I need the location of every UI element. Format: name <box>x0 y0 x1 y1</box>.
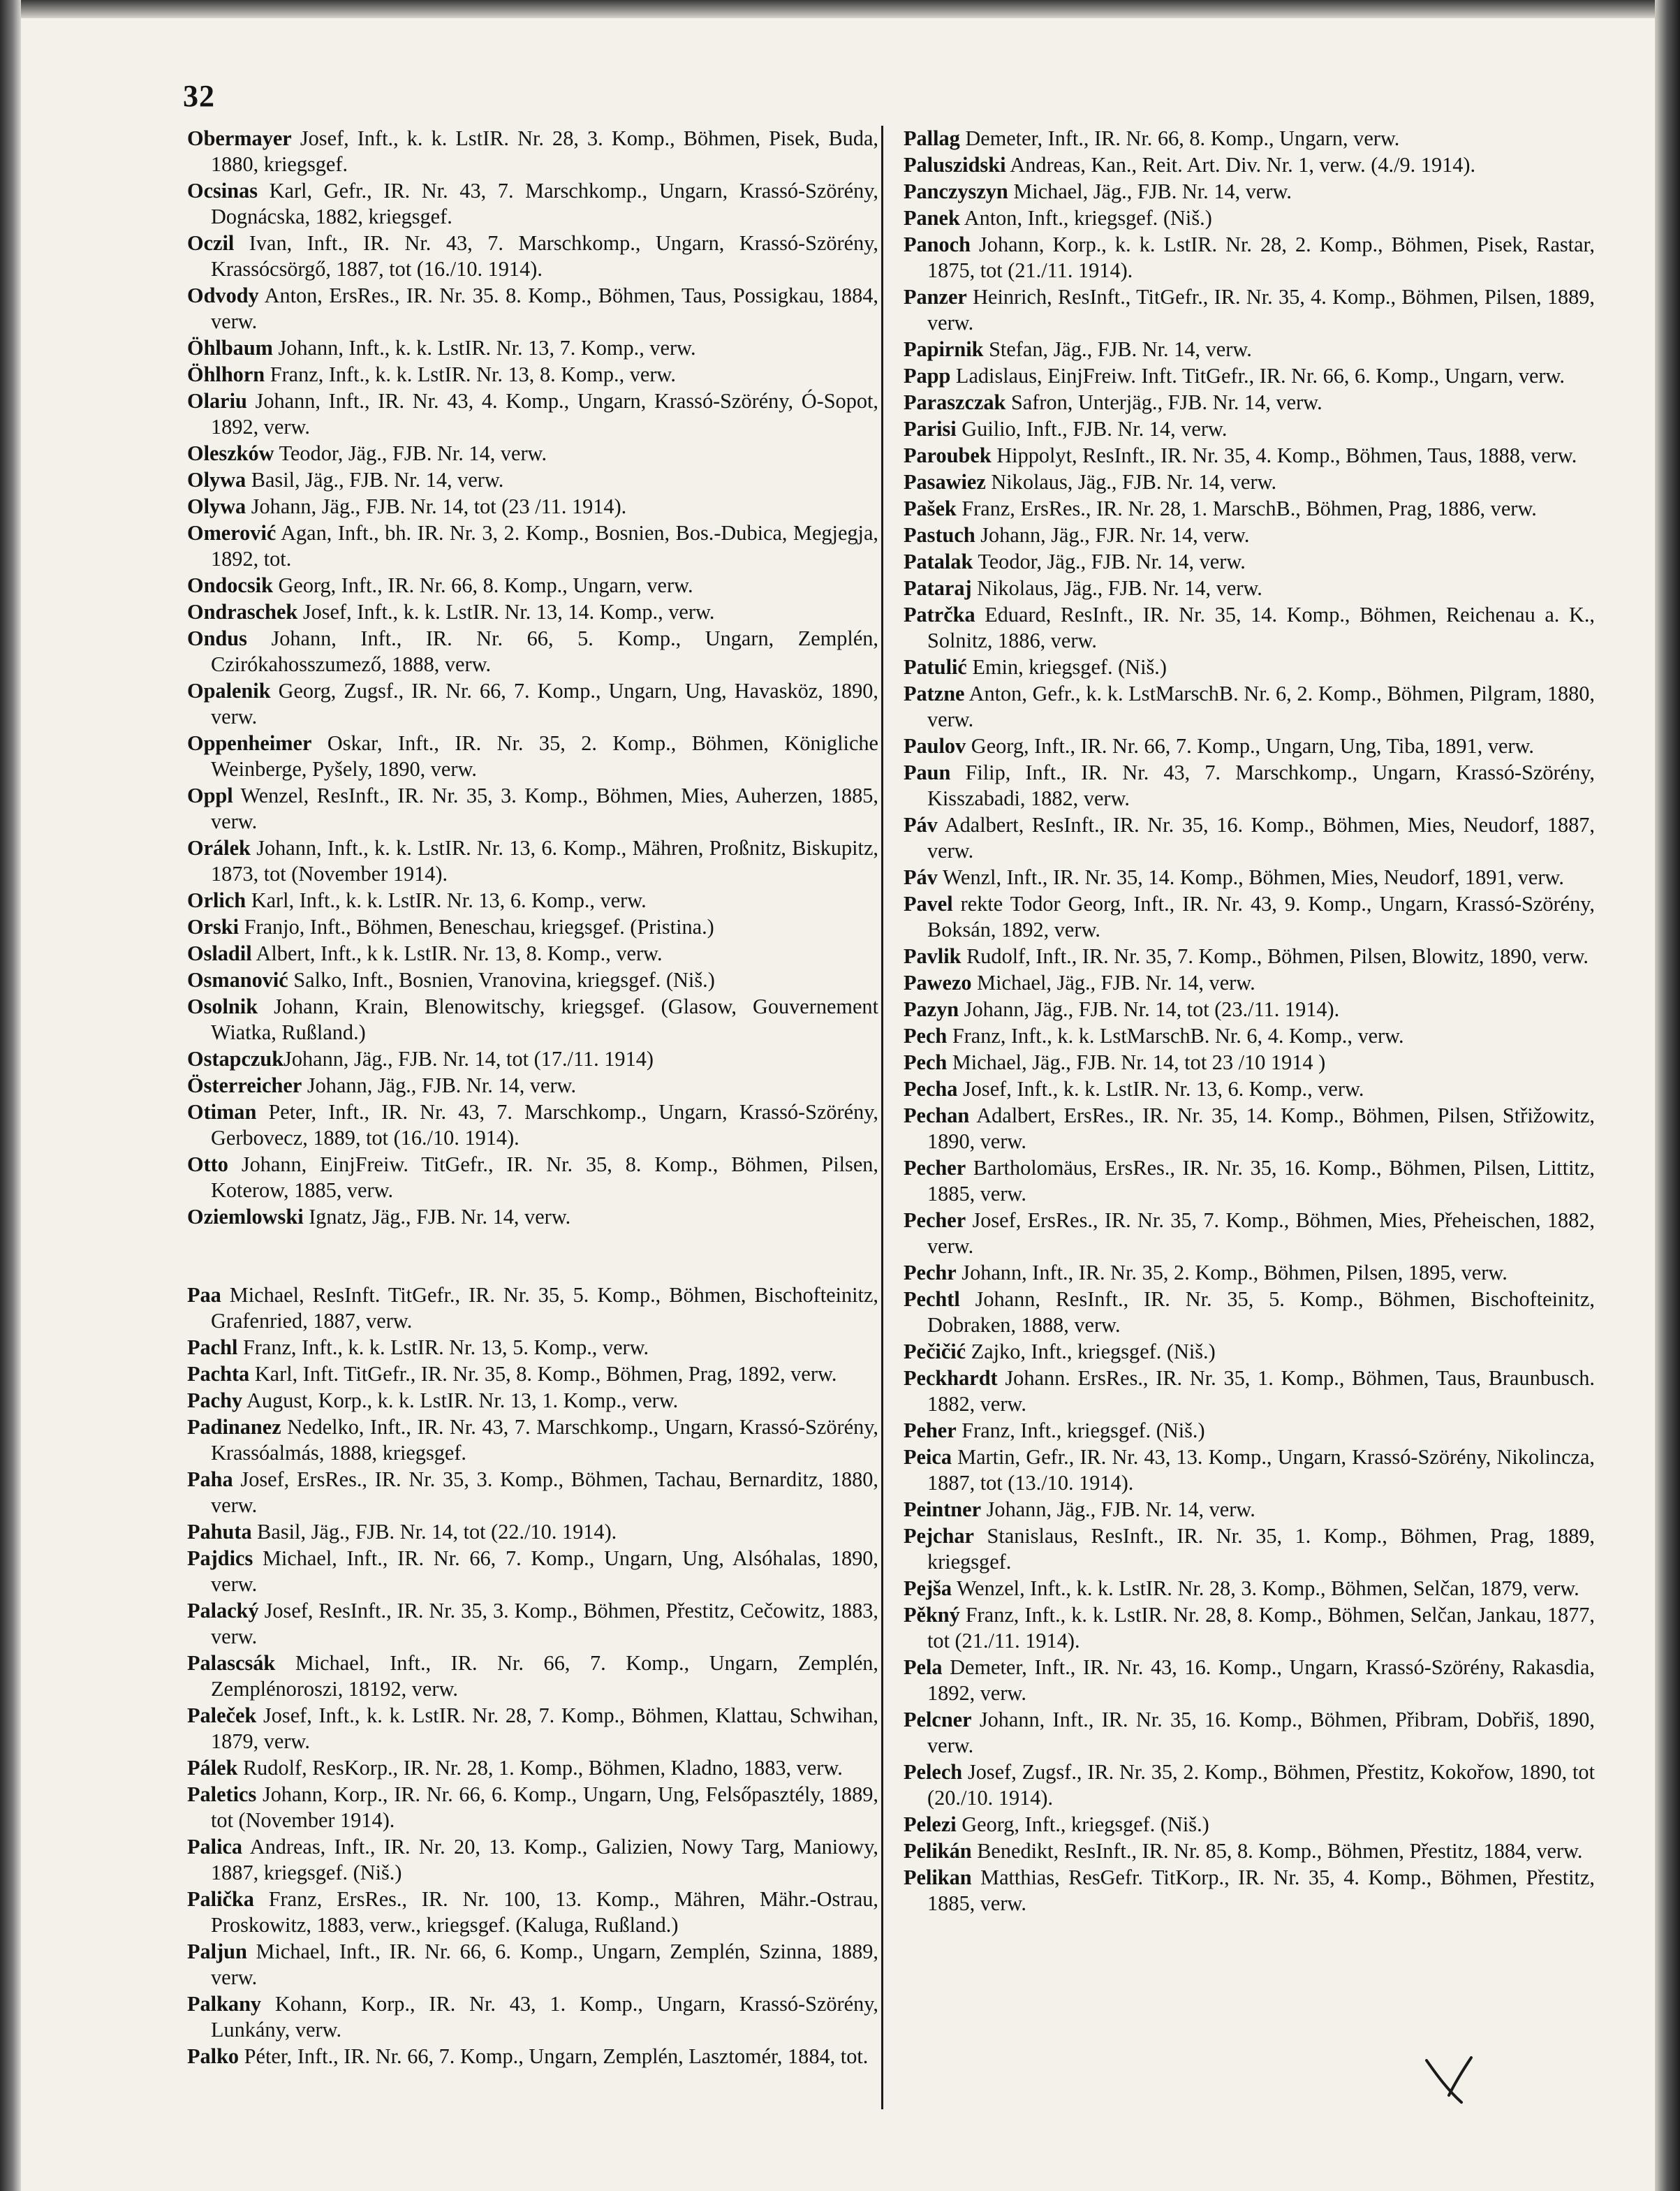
scan-edge-left <box>0 0 21 2191</box>
page-number: 32 <box>183 79 215 113</box>
entry-surname: Pavel <box>904 892 953 916</box>
roster-entry <box>187 441 878 467</box>
entry-surname: Osolnik <box>187 995 258 1018</box>
entry-details: Bartholomäus, ErsRes., IR. Nr. 35, 16. Komp., Böhmen, Pilsen, Littitz, 1885, verw. <box>927 1156 1595 1206</box>
entry-surname: Panoch <box>904 233 971 256</box>
roster-entry <box>904 1155 1595 1207</box>
roster-entry <box>187 1991 878 2043</box>
entry-surname: Pajdics <box>187 1546 253 1570</box>
roster-entry <box>904 390 1595 416</box>
entry-surname: Palica <box>187 1835 243 1859</box>
roster-entry <box>187 1834 878 1886</box>
roster-entry <box>904 1523 1595 1575</box>
entry-surname: Paraszczak <box>904 390 1006 414</box>
entry-surname: Oppl <box>187 784 233 807</box>
entry-surname: Pečičić <box>904 1340 966 1363</box>
roster-entry <box>904 1602 1595 1654</box>
roster-entry <box>904 443 1595 469</box>
entry-details: Matthias, ResGefr. TitKorp., IR. Nr. 35, 4. Komp., Böhmen, Přestitz, 1885, verw. <box>927 1866 1595 1915</box>
roster-entry <box>904 1260 1595 1286</box>
roster-entry <box>904 681 1595 733</box>
roster-entry <box>904 1076 1595 1102</box>
entry-surname: Palička <box>187 1887 254 1911</box>
roster-entry <box>904 126 1595 152</box>
roster-entry <box>904 1812 1595 1838</box>
entry-details: Anton, Inft., kriegsgef. (Niš.) <box>959 206 1212 230</box>
roster-entry <box>904 812 1595 864</box>
entry-details: Michael, Jäg., FJB. Nr. 14, verw. <box>971 971 1255 995</box>
roster-entry <box>187 1388 878 1414</box>
roster-entry <box>904 469 1595 495</box>
roster-entry <box>904 284 1595 336</box>
entry-surname: Paljun <box>187 1940 247 1963</box>
entry-details: Johann, Jäg., FJB. Nr. 14, tot (23 /11. 1914). <box>246 494 627 518</box>
entry-details: Filip, Inft., IR. Nr. 43, 7. Marschkomp., Ungarn, Krassó-Szörény, Kisszabadi, 1882, verw. <box>927 761 1595 810</box>
entry-details: Johann, Korp., k. k. LstIR. Nr. 28, 2. Komp., Böhmen, Pisek, Rastar, 1875, tot (21./11. 1914). <box>927 233 1595 282</box>
entry-details: Josef, Inft., k. k. LstIR. Nr. 28, 7. Komp., Böhmen, Klattau, Schwihan, 1879, verw. <box>211 1703 878 1753</box>
entry-surname: Patrčka <box>904 603 975 626</box>
roster-entry <box>904 1023 1595 1049</box>
roster-entry <box>187 230 878 282</box>
roster-entry <box>904 970 1595 996</box>
roster-entry <box>187 178 878 230</box>
entry-surname: Opalenik <box>187 679 271 703</box>
entry-details: Josef, ErsRes., IR. Nr. 35, 7. Komp., Böhmen, Mies, Přeheischen, 1882, verw. <box>927 1208 1595 1258</box>
entry-details: Johann, ResInft., IR. Nr. 35, 5. Komp., Böhmen, Bischofteinitz, Dobraken, 1888, verw. <box>927 1287 1595 1337</box>
roster-entry <box>187 126 878 177</box>
roster-entry <box>187 783 878 835</box>
roster-entry <box>904 760 1595 812</box>
roster-entry <box>904 1865 1595 1917</box>
entry-details: Johann, Jäg., FJB. Nr. 14, verw. <box>981 1497 1255 1521</box>
roster-entry <box>904 205 1595 231</box>
entry-surname: Palkany <box>187 1992 262 2016</box>
entry-details: Johann, Inft., IR. Nr. 35, 16. Komp., Böhmen, Přibram, Dobřiš, 1890, verw. <box>927 1708 1595 1757</box>
roster-entry <box>187 835 878 887</box>
roster-entry <box>187 967 878 993</box>
column-divider <box>881 126 883 2109</box>
roster-entry <box>187 1939 878 1991</box>
entry-details: Nikolaus, Jäg., FJB. Nr. 14, verw. <box>985 470 1277 494</box>
entry-surname: Pelcner <box>904 1708 972 1731</box>
entry-surname: Orálek <box>187 836 251 860</box>
entry-surname: Paroubek <box>904 444 992 467</box>
roster-entry <box>187 1046 878 1072</box>
section-p-list <box>187 1282 878 2069</box>
entry-surname: Ondocsik <box>187 573 273 597</box>
handwritten-check-mark <box>1421 2053 1477 2106</box>
entry-details: Andreas, Kan., Reit. Art. Div. Nr. 1, verw. (4./9. 1914). <box>1005 153 1476 177</box>
roster-entry <box>187 626 878 677</box>
entry-details: Hippolyt, ResInft., IR. Nr. 35, 4. Komp., Böhmen, Taus, 1888, verw. <box>991 444 1577 467</box>
entry-surname: Pejchar <box>904 1524 974 1548</box>
entry-details: Franz, ErsRes., IR. Nr. 28, 1. MarschB., Böhmen, Prag, 1886, verw. <box>956 497 1537 520</box>
entry-details: Stefan, Jäg., FJB. Nr. 14, verw. <box>983 337 1252 361</box>
entry-details: Ladislaus, EinjFreiw. Inft. TitGefr., IR. Nr. 66, 6. Komp., Ungarn, verw. <box>950 364 1565 388</box>
entry-surname: Pech <box>904 1050 948 1074</box>
entry-surname: Pallag <box>904 126 960 150</box>
entry-surname: Pahuta <box>187 1520 252 1544</box>
roster-entry <box>904 733 1595 759</box>
roster-entry <box>904 1365 1595 1417</box>
entry-details: Rudolf, Inft., IR. Nr. 35, 7. Komp., Böhmen, Pilsen, Blowitz, 1890, verw. <box>961 944 1589 968</box>
entry-details: Josef, Inft., k. k. LstIR. Nr. 13, 6. Komp., verw. <box>957 1077 1364 1101</box>
roster-entry <box>904 232 1595 284</box>
entry-details: Karl, Inft., k. k. LstIR. Nr. 13, 6. Komp., verw. <box>246 888 647 912</box>
entry-details: Guilio, Inft., FJB. Nr. 14, verw. <box>956 417 1228 441</box>
entry-details: Franz, Inft., k. k. LstIR. Nr. 13, 8. Komp., verw. <box>265 362 676 386</box>
entry-details: Franz, ErsRes., IR. Nr. 100, 13. Komp., Mähren, Mähr.-Ostrau, Proskowitz, 1883, verw., kriegsgef. (Kaluga, Rußland.) <box>211 1887 878 1937</box>
entry-details: Franz, Inft., kriegsgef. (Niš.) <box>956 1419 1205 1442</box>
entry-details: Basil, Jäg., FJB. Nr. 14, tot (22./10. 1914). <box>251 1520 617 1544</box>
right-entry-list <box>904 126 1595 1917</box>
roster-entry <box>187 1282 878 1334</box>
entry-details: Georg, Inft., IR. Nr. 66, 7. Komp., Ungarn, Ung, Tiba, 1891, verw. <box>966 734 1534 758</box>
entry-details: Michael, Jäg., FJB. Nr. 14, tot 23 /10 1914 ) <box>947 1050 1326 1074</box>
roster-entry <box>187 1099 878 1151</box>
entry-surname: Palacký <box>187 1599 259 1622</box>
entry-details: Emin, kriegsgef. (Niš.) <box>966 655 1167 679</box>
entry-details: Josef, Inft., k. k. LstIR. Nr. 13, 14. Komp., verw. <box>297 600 715 624</box>
entry-details: Franz, Inft., k. k. LstIR. Nr. 13, 5. Komp., verw. <box>237 1335 649 1359</box>
entry-surname: Peher <box>904 1419 957 1442</box>
entry-details: Josef, ErsRes., IR. Nr. 35, 3. Komp., Böhmen, Tachau, Bernarditz, 1880, verw. <box>211 1467 878 1517</box>
roster-entry <box>187 362 878 388</box>
roster-entry <box>187 1755 878 1781</box>
entry-surname: Oziemlowski <box>187 1205 304 1229</box>
entry-surname: Pachta <box>187 1362 250 1386</box>
entry-surname: Paa <box>187 1283 221 1307</box>
entry-surname: Pechtl <box>904 1287 960 1311</box>
entry-details: Georg, Inft., kriegsgef. (Niš.) <box>956 1812 1209 1836</box>
entry-details: Adalbert, ResInft., IR. Nr. 35, 16. Komp., Böhmen, Mies, Neudorf, 1887, verw. <box>927 813 1595 863</box>
entry-surname: Pecha <box>904 1077 958 1101</box>
entry-details: Johann. ErsRes., IR. Nr. 35, 1. Komp., Böhmen, Taus, Braunbusch. 1882, verw. <box>927 1366 1595 1416</box>
entry-surname: Pelikán <box>904 1839 972 1863</box>
entry-surname: Parisi <box>904 417 957 441</box>
entry-surname: Orski <box>187 915 240 939</box>
entry-details: Teodor, Jäg., FJB. Nr. 14, verw. <box>274 441 547 465</box>
entry-details: Johann, Inft., IR. Nr. 66, 5. Komp., Ungarn, Zemplén, Czirókahosszumező, 1888, verw. <box>211 626 878 676</box>
roster-entry <box>904 1339 1595 1365</box>
entry-surname: Osmanović <box>187 968 288 992</box>
entry-surname: Pechr <box>904 1261 957 1284</box>
entry-details: Teodor, Jäg., FJB. Nr. 14, verw. <box>973 550 1246 573</box>
entry-details: August, Korp., k. k. LstIR. Nr. 13, 1. Komp., verw. <box>242 1388 679 1412</box>
entry-surname: Paletics <box>187 1782 257 1806</box>
entry-details: Albert, Inft., k k. LstIR. Nr. 13, 8. Komp., verw. <box>251 941 663 965</box>
entry-surname: Omerović <box>187 521 277 545</box>
entry-surname: Oppenheimer <box>187 731 312 755</box>
entry-details: Josef, Inft., k. k. LstIR. Nr. 28, 3. Komp., Böhmen, Pisek, Buda, 1880, kriegsgef. <box>211 126 878 176</box>
roster-entry <box>187 1361 878 1387</box>
entry-details: Anton, ErsRes., IR. Nr. 35. 8. Komp., Böhmen, Taus, Possigkau, 1884, verw. <box>211 284 878 333</box>
roster-entry <box>187 678 878 730</box>
roster-entry <box>904 522 1595 548</box>
roster-entry <box>904 1838 1595 1864</box>
roster-entry <box>904 576 1595 601</box>
roster-entry <box>187 1650 878 1702</box>
entry-surname: Osladil <box>187 941 252 965</box>
entry-details: Anton, Gefr., k. k. LstMarschB. Nr. 6, 2. Komp., Böhmen, Pilgram, 1880, verw. <box>927 682 1595 731</box>
roster-entry <box>904 1418 1595 1444</box>
entry-surname: Palascsák <box>187 1651 276 1675</box>
entry-surname: Patzne <box>904 682 965 705</box>
entry-details: Safron, Unterjäg., FJB. Nr. 14, verw. <box>1005 390 1322 414</box>
entry-details: Michael, Inft., IR. Nr. 66, 7. Komp., Ungarn, Ung, Alsóhalas, 1890, verw. <box>211 1546 878 1596</box>
entry-details: Johann, Inft., k. k. LstIR. Nr. 13, 7. Komp., verw. <box>272 336 696 360</box>
entry-details: Michael, ResInft. TitGefr., IR. Nr. 35, 5. Komp., Böhmen, Bischofteinitz, Grafenried, 1887, verw. <box>211 1283 878 1333</box>
entry-surname: Öhlbaum <box>187 336 273 360</box>
roster-entry <box>904 1707 1595 1759</box>
entry-details: Franz, Inft., k. k. LstIR. Nr. 28, 8. Komp., Böhmen, Selčan, Jankau, 1877, tot (21./11. 1914). <box>927 1603 1595 1653</box>
roster-entry <box>904 363 1595 389</box>
roster-entry <box>187 731 878 782</box>
entry-surname: Panczyszyn <box>904 179 1008 203</box>
entry-details: Ignatz, Jäg., FJB. Nr. 14, verw. <box>303 1205 571 1229</box>
entry-details: Salko, Inft., Bosnien, Vranovina, kriegsgef. (Niš.) <box>288 968 715 992</box>
roster-entry <box>904 496 1595 522</box>
entry-surname: Österreicher <box>187 1073 302 1097</box>
entry-surname: Panek <box>904 206 960 230</box>
entry-details: Johann, Inft., IR. Nr. 43, 4. Komp., Ungarn, Krassó-Szörény, Ó-Sopot, 1892, verw. <box>211 389 878 439</box>
entry-surname: Patulić <box>904 655 967 679</box>
entry-surname: Pejša <box>904 1576 952 1600</box>
roster-entry <box>904 891 1595 943</box>
roster-entry <box>187 1886 878 1938</box>
roster-entry <box>187 467 878 493</box>
entry-details: Josef, ResInft., IR. Nr. 35, 3. Komp., Böhmen, Přestitz, Cečowitz, 1883, verw. <box>211 1599 878 1648</box>
entry-surname: Pelikan <box>904 1866 972 1889</box>
roster-entry <box>904 549 1595 575</box>
entry-surname: Pech <box>904 1024 948 1048</box>
entry-details: Johann, Jäg., FJB. Nr. 14, tot (17./11. 1914) <box>283 1047 654 1071</box>
left-column <box>187 126 878 2070</box>
entry-details: Wenzel, Inft., k. k. LstIR. Nr. 28, 3. Komp., Böhmen, Selčan, 1879, verw. <box>951 1576 1579 1600</box>
entry-details: Andreas, Inft., IR. Nr. 20, 13. Komp., Galizien, Nowy Targ, Maniowy, 1887, kriegsgef. (Niš.) <box>211 1835 878 1884</box>
scan-edge-right <box>1655 0 1680 2191</box>
roster-entry <box>187 1335 878 1361</box>
entry-details: Martin, Gefr., IR. Nr. 43, 13. Komp., Ungarn, Krassó-Szörény, Nikolincza, 1887, tot (13./10. 1914). <box>927 1445 1595 1495</box>
entry-surname: Ondus <box>187 626 247 650</box>
entry-surname: Paun <box>904 761 951 784</box>
entry-surname: Papirnik <box>904 337 984 361</box>
roster-entry <box>904 997 1595 1023</box>
entry-details: Johann, Jäg., FJB. Nr. 14, tot (23./11. 1914). <box>959 997 1340 1021</box>
entry-surname: Pawezo <box>904 971 972 995</box>
entry-surname: Otiman <box>187 1100 257 1124</box>
entry-surname: Patalak <box>904 550 973 573</box>
roster-entry <box>187 1467 878 1518</box>
entry-details: Karl, Inft. TitGefr., IR. Nr. 35, 8. Komp., Böhmen, Prag, 1892, verw. <box>249 1362 837 1386</box>
right-column <box>904 126 1595 1917</box>
roster-entry <box>904 152 1595 178</box>
entry-surname: Peica <box>904 1445 952 1469</box>
roster-entry <box>904 944 1595 969</box>
entry-details: Agan, Inft., bh. IR. Nr. 3, 2. Komp., Bosnien, Bos.-Dubica, Megjegja, 1892, tot. <box>211 521 878 571</box>
entry-surname: Pazyn <box>904 997 959 1021</box>
entry-surname: Orlich <box>187 888 246 912</box>
roster-entry <box>904 1497 1595 1523</box>
entry-surname: Olywa <box>187 468 246 492</box>
section-spacer <box>187 1231 878 1282</box>
roster-entry <box>187 1703 878 1754</box>
entry-details: Nedelko, Inft., IR. Nr. 43, 7. Marschkomp., Ungarn, Krassó-Szörény, Krassóalmás, 1888, kriegsgef. <box>211 1415 878 1465</box>
entry-details: Ivan, Inft., IR. Nr. 43, 7. Marschkomp., Ungarn, Krassó-Szörény, Krassócsörgő, 1887, tot (16./10. 1914). <box>211 231 878 281</box>
entry-surname: Oleszków <box>187 441 274 465</box>
entry-surname: Ondraschek <box>187 600 298 624</box>
entry-surname: Papp <box>904 364 951 388</box>
entry-details: Demeter, Inft., IR. Nr. 66, 8. Komp., Ungarn, verw. <box>959 126 1400 150</box>
entry-surname: Oczil <box>187 231 235 255</box>
roster-entry <box>904 1103 1595 1155</box>
entry-details: Wenzel, ResInft., IR. Nr. 35, 3. Komp., Böhmen, Mies, Auherzen, 1885, verw. <box>211 784 878 833</box>
entry-details: Johann, Jäg., FJR. Nr. 14, verw. <box>975 523 1250 547</box>
roster-entry <box>187 1414 878 1466</box>
roster-entry <box>187 573 878 599</box>
entry-surname: Panzer <box>904 285 967 309</box>
entry-details: Franjo, Inft., Böhmen, Beneschau, kriegsgef. (Pristina.) <box>239 915 714 939</box>
roster-entry <box>904 1050 1595 1076</box>
entry-details: Johann, Krain, Blenowitschy, kriegsgef. (Glasow, Gouvernement Wiatka, Rußland.) <box>211 995 878 1044</box>
entry-details: Wenzl, Inft., IR. Nr. 35, 14. Komp., Böhmen, Mies, Neudorf, 1891, verw. <box>937 865 1564 889</box>
entry-details: Oskar, Inft., IR. Nr. 35, 2. Komp., Böhmen, Königliche Weinberge, Pyšely, 1890, verw. <box>211 731 878 781</box>
section-o-list <box>187 126 878 1230</box>
roster-entry <box>904 1576 1595 1602</box>
entry-details: Karl, Gefr., IR. Nr. 43, 7. Marschkomp., Ungarn, Krassó-Szörény, Dognácska, 1882, kriegsgef. <box>211 179 878 228</box>
entry-surname: Ocsinas <box>187 179 258 203</box>
entry-details: Basil, Jäg., FJB. Nr. 14, verw. <box>246 468 504 492</box>
entry-details: Stanislaus, ResInft., IR. Nr. 35, 1. Komp., Böhmen, Prag, 1889, kriegsgef. <box>927 1524 1595 1574</box>
entry-details: Nikolaus, Jäg., FJB. Nr. 14, verw. <box>971 576 1262 600</box>
entry-surname: Olariu <box>187 389 247 413</box>
entry-details: rekte Todor Georg, Inft., IR. Nr. 43, 9. Komp., Ungarn, Krassó-Szörény, Boksán, 1892, verw. <box>927 892 1595 941</box>
roster-entry <box>187 1546 878 1597</box>
entry-surname: Pastuch <box>904 523 975 547</box>
entry-details: Michael, Inft., IR. Nr. 66, 7. Komp., Ungarn, Zemplén, Zemplénoroszi, 18192, verw. <box>211 1651 878 1701</box>
entry-surname: Palko <box>187 2044 240 2068</box>
entry-surname: Paha <box>187 1467 233 1491</box>
entry-surname: Páv <box>904 865 938 889</box>
roster-entry <box>187 494 878 520</box>
entry-details: Eduard, ResInft., IR. Nr. 35, 14. Komp., Böhmen, Reichenau a. K., Solnitz, 1886, verw. <box>927 603 1595 652</box>
entry-surname: Pašek <box>904 497 957 520</box>
entry-details: Johann, EinjFreiw. TitGefr., IR. Nr. 35, 8. Komp., Böhmen, Pilsen, Koterow, 1885, verw. <box>211 1152 878 1202</box>
entry-details: Rudolf, ResKorp., IR. Nr. 28, 1. Komp., Böhmen, Kladno, 1883, verw. <box>237 1756 843 1780</box>
roster-entry <box>187 1782 878 1833</box>
entry-details: Heinrich, ResInft., TitGefr., IR. Nr. 35, 4. Komp., Böhmen, Pilsen, 1889, verw. <box>927 285 1595 335</box>
entry-details: Johann, Korp., IR. Nr. 66, 6. Komp., Ungarn, Ung, Felsőpasztély, 1889, tot (November 1914). <box>211 1782 878 1832</box>
roster-entry <box>904 865 1595 891</box>
entry-surname: Pasawiez <box>904 470 986 494</box>
entry-surname: Pelech <box>904 1760 963 1784</box>
entry-surname: Obermayer <box>187 126 292 150</box>
roster-entry <box>904 416 1595 442</box>
entry-details: Adalbert, ErsRes., IR. Nr. 35, 14. Komp., Böhmen, Pilsen, Střižowitz, 1890, verw. <box>927 1104 1595 1153</box>
roster-entry <box>187 1073 878 1099</box>
roster-entry <box>187 888 878 914</box>
entry-surname: Paulov <box>904 734 966 758</box>
roster-entry <box>187 335 878 361</box>
entry-surname: Ostapczuk <box>187 1047 284 1071</box>
roster-entry <box>187 388 878 440</box>
entry-surname: Peintner <box>904 1497 982 1521</box>
entry-surname: Pachy <box>187 1388 243 1412</box>
scan-edge-top <box>0 0 1680 18</box>
roster-entry <box>187 941 878 967</box>
entry-details: Georg, Zugsf., IR. Nr. 66, 7. Komp., Ungarn, Ung, Havasköz, 1890, verw. <box>211 679 878 728</box>
entry-details: Michael, Jäg., FJB. Nr. 14, verw. <box>1008 179 1292 203</box>
entry-details: Demeter, Inft., IR. Nr. 43, 16. Komp., Ungarn, Krassó-Szörény, Rakasdia, 1892, verw. <box>927 1655 1595 1705</box>
entry-surname: Peckhardt <box>904 1366 998 1390</box>
entry-details: Johann, Jäg., FJB. Nr. 14, verw. <box>302 1073 577 1097</box>
roster-entry <box>187 1152 878 1203</box>
entry-surname: Pavlik <box>904 944 961 968</box>
roster-entry <box>187 520 878 572</box>
entry-surname: Padinanez <box>187 1415 281 1439</box>
roster-entry <box>904 337 1595 362</box>
entry-surname: Pecher <box>904 1156 966 1180</box>
entry-surname: Pelezi <box>904 1812 957 1836</box>
entry-details: Benedikt, ResInft., IR. Nr. 85, 8. Komp., Böhmen, Přestitz, 1884, verw. <box>971 1839 1583 1863</box>
entry-details: Kohann, Korp., IR. Nr. 43, 1. Komp., Ungarn, Krassó-Szörény, Lunkány, verw. <box>211 1992 878 2042</box>
roster-entry <box>904 1208 1595 1259</box>
roster-entry <box>904 1444 1595 1496</box>
roster-entry <box>187 283 878 335</box>
entry-details: Josef, Zugsf., IR. Nr. 35, 2. Komp., Böhmen, Přestitz, Kokořow, 1890, tot (20./10. 1914). <box>927 1760 1595 1810</box>
entry-surname: Pela <box>904 1655 943 1679</box>
entry-surname: Öhlhorn <box>187 362 265 386</box>
roster-entry <box>187 1598 878 1650</box>
entry-surname: Paluszidski <box>904 153 1006 177</box>
entry-details: Michael, Inft., IR. Nr. 66, 6. Komp., Ungarn, Zemplén, Szinna, 1889, verw. <box>211 1940 878 1989</box>
roster-entry <box>187 1204 878 1230</box>
entry-surname: Pecher <box>904 1208 966 1232</box>
entry-surname: Páv <box>904 813 938 837</box>
entry-details: Georg, Inft., IR. Nr. 66, 8. Komp., Ungarn, verw. <box>272 573 693 597</box>
entry-surname: Odvody <box>187 284 259 307</box>
roster-entry <box>904 1287 1595 1338</box>
entry-details: Johann, Inft., IR. Nr. 35, 2. Komp., Böhmen, Pilsen, 1895, verw. <box>956 1261 1508 1284</box>
roster-entry <box>904 602 1595 654</box>
entry-details: Peter, Inft., IR. Nr. 43, 7. Marschkomp., Ungarn, Krassó-Szörény, Gerbovecz, 1889, tot (16./10. 1914). <box>211 1100 878 1150</box>
roster-entry <box>904 1655 1595 1706</box>
roster-entry <box>187 2044 878 2069</box>
entry-surname: Otto <box>187 1152 228 1176</box>
entry-details: Zajko, Inft., kriegsgef. (Niš.) <box>966 1340 1216 1363</box>
entry-details: Péter, Inft., IR. Nr. 66, 7. Komp., Ungarn, Zemplén, Lasztomér, 1884, tot. <box>239 2044 869 2068</box>
entry-surname: Olywa <box>187 494 246 518</box>
roster-entry <box>187 914 878 940</box>
entry-surname: Pachl <box>187 1335 238 1359</box>
roster-entry <box>187 994 878 1046</box>
entry-surname: Paleček <box>187 1703 257 1727</box>
entry-details: Franz, Inft., k. k. LstMarschB. Nr. 6, 4. Komp., verw. <box>947 1024 1404 1048</box>
roster-entry <box>187 1519 878 1545</box>
entry-surname: Pálek <box>187 1756 238 1780</box>
entry-surname: Pataraj <box>904 576 972 600</box>
entry-surname: Pěkný <box>904 1603 960 1627</box>
roster-entry <box>904 1759 1595 1811</box>
entry-surname: Pechan <box>904 1104 970 1127</box>
roster-entry <box>187 599 878 625</box>
entry-details: Johann, Inft., k. k. LstIR. Nr. 13, 6. Komp., Mähren, Proßnitz, Biskupitz, 1873, tot (November 1914). <box>211 836 878 886</box>
roster-entry <box>904 654 1595 680</box>
roster-entry <box>904 179 1595 205</box>
